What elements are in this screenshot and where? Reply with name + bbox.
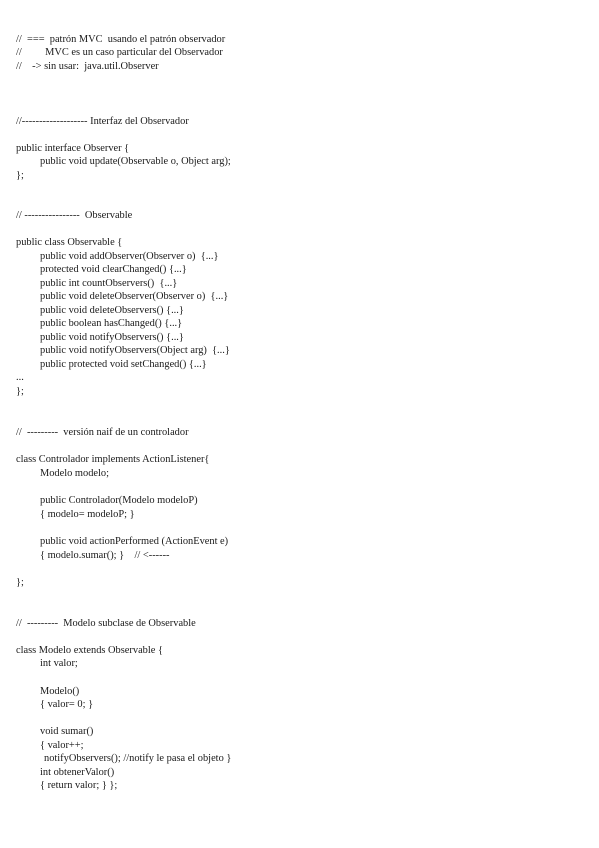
code-line: public void deleteObservers() {...} (40, 305, 184, 316)
code-line: }; (16, 577, 24, 588)
code-line: { valor++; (40, 740, 84, 751)
code-line: public void addObserver(Observer o) {...} (40, 251, 219, 262)
code-line: public void actionPerformed (ActionEvent e) (40, 536, 229, 547)
code-line: class Controlador implements ActionListener{ (16, 454, 210, 465)
code-line: { return valor; } }; (40, 780, 118, 791)
section-heading: // ---------------- Observable (16, 210, 133, 221)
code-line: public class Observable { (16, 237, 123, 248)
code-line: notifyObservers(); //notify le pasa el objeto } (44, 753, 232, 764)
code-line: Modelo() (40, 686, 80, 697)
code-line: { valor= 0; } (40, 699, 94, 710)
comment-line: // -> sin usar: java.util.Observer (16, 61, 159, 72)
code-line: public void notifyObservers() {...} (40, 332, 184, 343)
code-line: ... (16, 372, 24, 383)
code-line: { modelo.sumar(); } // <------ (40, 550, 170, 561)
code-line: public protected void setChanged() {...} (40, 359, 207, 370)
code-line: public boolean hasChanged() {...} (40, 318, 183, 329)
code-line: void sumar() (40, 726, 94, 737)
code-line: { modelo= modeloP; } (40, 509, 135, 520)
code-line: int obtenerValor() (40, 767, 115, 778)
section-heading: //------------------- Interfaz del Observador (16, 116, 189, 127)
comment-line: // === patrón MVC usando el patrón observador (16, 34, 226, 45)
code-line: int valor; (40, 658, 78, 669)
code-line: class Modelo extends Observable { (16, 645, 163, 656)
code-line: public Controlador(Modelo modeloP) (40, 495, 198, 506)
section-heading: // --------- Modelo subclase de Observable (16, 618, 196, 629)
code-line: }; (16, 386, 24, 397)
code-line: public interface Observer { (16, 143, 130, 154)
code-line: Modelo modelo; (40, 468, 109, 479)
code-line: public void update(Observable o, Object arg); (40, 156, 231, 167)
comment-line: // MVC es un caso particular del Observador (16, 47, 223, 58)
code-line: protected void clearChanged() {...} (40, 264, 187, 275)
code-line: }; (16, 170, 24, 181)
code-line: public void deleteObserver(Observer o) {...} (40, 291, 229, 302)
code-line: public int countObservers() {...} (40, 278, 178, 289)
code-line: public void notifyObservers(Object arg) {...} (40, 345, 230, 356)
section-heading: // --------- versión naif de un controlador (16, 427, 189, 438)
